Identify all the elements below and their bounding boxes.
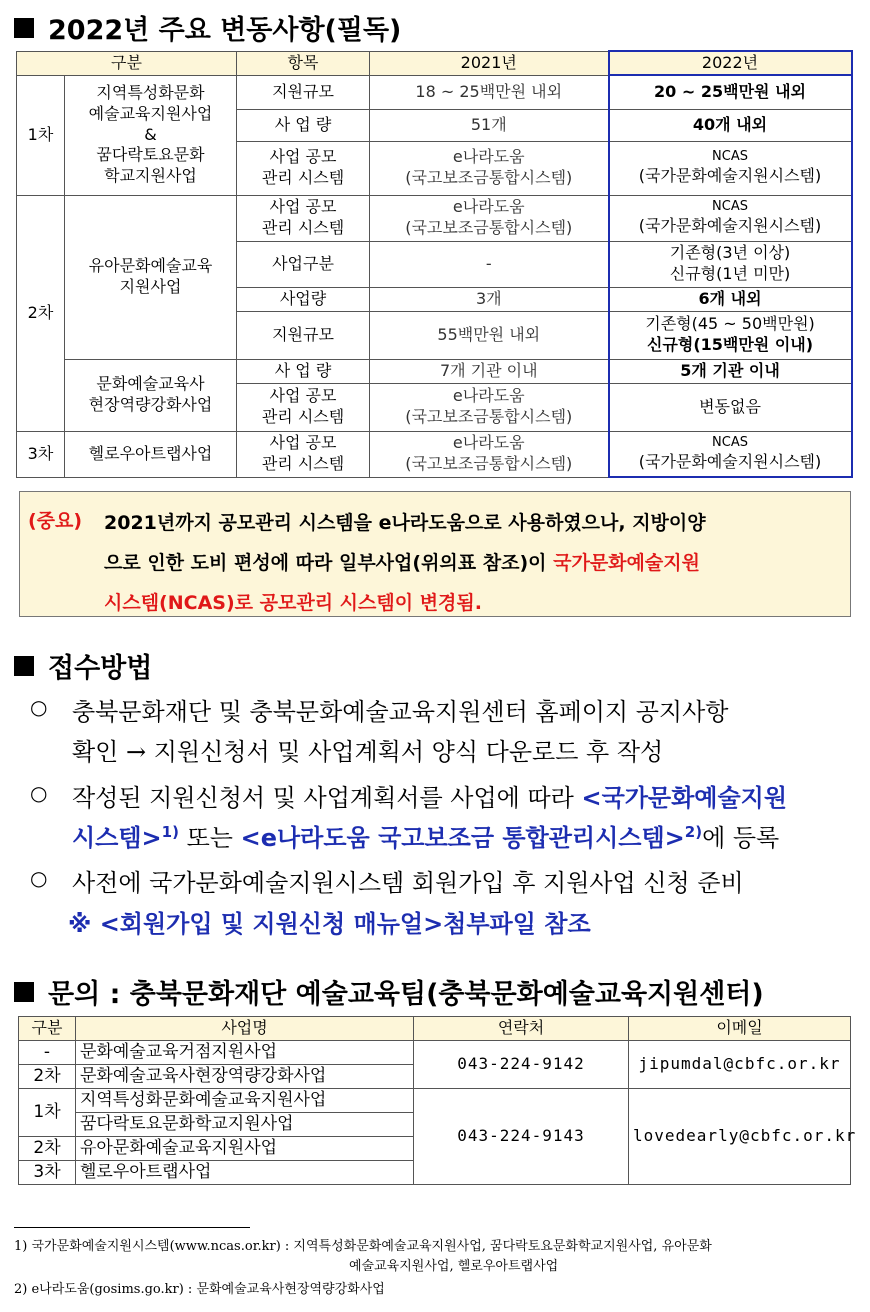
header-category: 구분 xyxy=(17,51,237,75)
value-2022: NCAS (국가문화예술지원시스템) xyxy=(609,195,852,241)
round-label: 1차 xyxy=(19,1089,76,1137)
round-label: - xyxy=(19,1041,76,1065)
header-email: 이메일 xyxy=(629,1017,851,1041)
program-name: 헬로우아트랩사업 xyxy=(65,431,237,477)
section-title-contact: 문의 : 충북문화재단 예술교육팀(충북문화예술교육지원센터) xyxy=(14,972,764,1011)
item-label: 사업 공모 관리 시스템 xyxy=(237,431,370,477)
value-2021: e나라도움 (국고보조금통합시스템) xyxy=(370,431,609,477)
table-row xyxy=(17,195,852,241)
notice-body: 2021년까지 공모관리 시스템을 e나라도움으로 사용하였으나, 지방이양 으로 인한 도비 편성에 따라 일부사업(위의표 참조)이 국가문화예술지원 시스템(NCAS)로 공모관리 시스템이 변경됨. xyxy=(104,512,706,614)
value-2021: 51개 xyxy=(370,109,609,141)
notice-tag: (중요) xyxy=(28,510,83,532)
program-name: 유아문화예술교육 지원사업 xyxy=(65,195,237,359)
email-address[interactable]: lovedearly@cbfc.or.kr xyxy=(629,1089,851,1185)
program-name: 지역특성화문화예술교육지원사업 xyxy=(76,1089,414,1113)
program-name: 꿈다락토요문화학교지원사업 xyxy=(76,1113,414,1137)
section-title-changes: 2022년 주요 변동사항(필독) xyxy=(14,8,401,47)
item-label: 지원규모 xyxy=(237,75,370,109)
square-bullet-icon xyxy=(14,18,34,38)
changes-table-header xyxy=(17,51,852,75)
item-label: 사 업 량 xyxy=(237,359,370,383)
section-title-application: 접수방법 xyxy=(14,646,152,685)
manual-reference: ※ <회원가입 및 지원신청 매뉴얼>첨부파일 참조 xyxy=(68,910,591,938)
footnote-divider xyxy=(14,1227,250,1228)
round-label: 1차 xyxy=(17,75,65,195)
header-2021: 2021년 xyxy=(370,51,609,75)
round-label: 3차 xyxy=(19,1161,76,1185)
program-name: 지역특성화문화 예술교육지원사업 & 꿈다락토요문화 학교지원사업 xyxy=(65,75,237,195)
important-notice xyxy=(19,491,851,617)
phone-number: 043-224-9142 xyxy=(414,1041,629,1089)
footnote-1: 1) 국가문화예술지원시스템(www.ncas.or.kr) : 지역특성화문화예술교육지원사업, 꿈다락토요문화학교지원사업, 유아문화 예술교육지원사업, 헬로우아트랩사업 xyxy=(14,1239,712,1274)
value-2022: 6개 내외 xyxy=(609,287,852,311)
value-2022: 5개 기관 이내 xyxy=(609,359,852,383)
value-2022: NCAS (국가문화예술지원시스템) xyxy=(609,431,852,477)
value-2021: 3개 xyxy=(370,287,609,311)
square-bullet-icon xyxy=(14,982,34,1002)
header-phone: 연락처 xyxy=(414,1017,629,1041)
program-name: 문화예술교육거점지원사업 xyxy=(76,1041,414,1065)
value-2022: 기존형(45 ~ 50백만원) 신규형(15백만원 이내) xyxy=(609,311,852,359)
footnote-2: 2) e나라도움(gosims.go.kr) : 문화예술교육사현장역량강화사업 xyxy=(14,1282,385,1297)
item-label: 사업 공모 관리 시스템 xyxy=(237,141,370,195)
round-label: 2차 xyxy=(19,1137,76,1161)
table-row xyxy=(17,75,852,109)
header-2022: 2022년 xyxy=(609,51,852,75)
table-row xyxy=(19,1089,851,1113)
round-label: 2차 xyxy=(19,1065,76,1089)
value-2022: 변동없음 xyxy=(609,383,852,431)
email-address[interactable]: jipumdal@cbfc.or.kr xyxy=(629,1041,851,1089)
item-label: 사 업 량 xyxy=(237,109,370,141)
round-label: 3차 xyxy=(17,431,65,477)
circle-bullet-icon: ○ xyxy=(30,695,48,719)
program-name: 헬로우아트랩사업 xyxy=(76,1161,414,1185)
value-2022: 40개 내외 xyxy=(609,109,852,141)
value-2021: - xyxy=(370,241,609,287)
square-bullet-icon xyxy=(14,656,34,676)
value-2021: 7개 기관 이내 xyxy=(370,359,609,383)
table-row xyxy=(19,1041,851,1065)
item-label: 사업구분 xyxy=(237,241,370,287)
table-row xyxy=(17,431,852,477)
value-2022: 20 ~ 25백만원 내외 xyxy=(609,75,852,109)
circle-bullet-icon: ○ xyxy=(30,781,48,805)
item-label: 사업량 xyxy=(237,287,370,311)
item-label: 사업 공모 관리 시스템 xyxy=(237,195,370,241)
program-name: 문화예술교육사현장역량강화사업 xyxy=(76,1065,414,1089)
contact-table xyxy=(18,1016,857,1185)
contact-table-header xyxy=(19,1017,851,1041)
header-item: 항목 xyxy=(237,51,370,75)
value-2022: 기존형(3년 이상) 신규형(1년 미만) xyxy=(609,241,852,287)
value-2022: NCAS (국가문화예술지원시스템) xyxy=(609,141,852,195)
program-name: 문화예술교육사 현장역량강화사업 xyxy=(65,359,237,431)
table-row xyxy=(17,359,852,383)
program-name: 유아문화예술교육지원사업 xyxy=(76,1137,414,1161)
item-label: 사업 공모 관리 시스템 xyxy=(237,383,370,431)
round-label: 2차 xyxy=(17,195,65,431)
header-category: 구분 xyxy=(19,1017,76,1041)
value-2021: 55백만원 내외 xyxy=(370,311,609,359)
phone-number: 043-224-9143 xyxy=(414,1089,629,1185)
header-program: 사업명 xyxy=(76,1017,414,1041)
item-label: 지원규모 xyxy=(237,311,370,359)
circle-bullet-icon: ○ xyxy=(30,866,48,890)
value-2021: 18 ~ 25백만원 내외 xyxy=(370,75,609,109)
changes-table xyxy=(16,50,853,478)
value-2021: e나라도움 (국고보조금통합시스템) xyxy=(370,383,609,431)
value-2021: e나라도움 (국고보조금통합시스템) xyxy=(370,141,609,195)
value-2021: e나라도움 (국고보조금통합시스템) xyxy=(370,195,609,241)
